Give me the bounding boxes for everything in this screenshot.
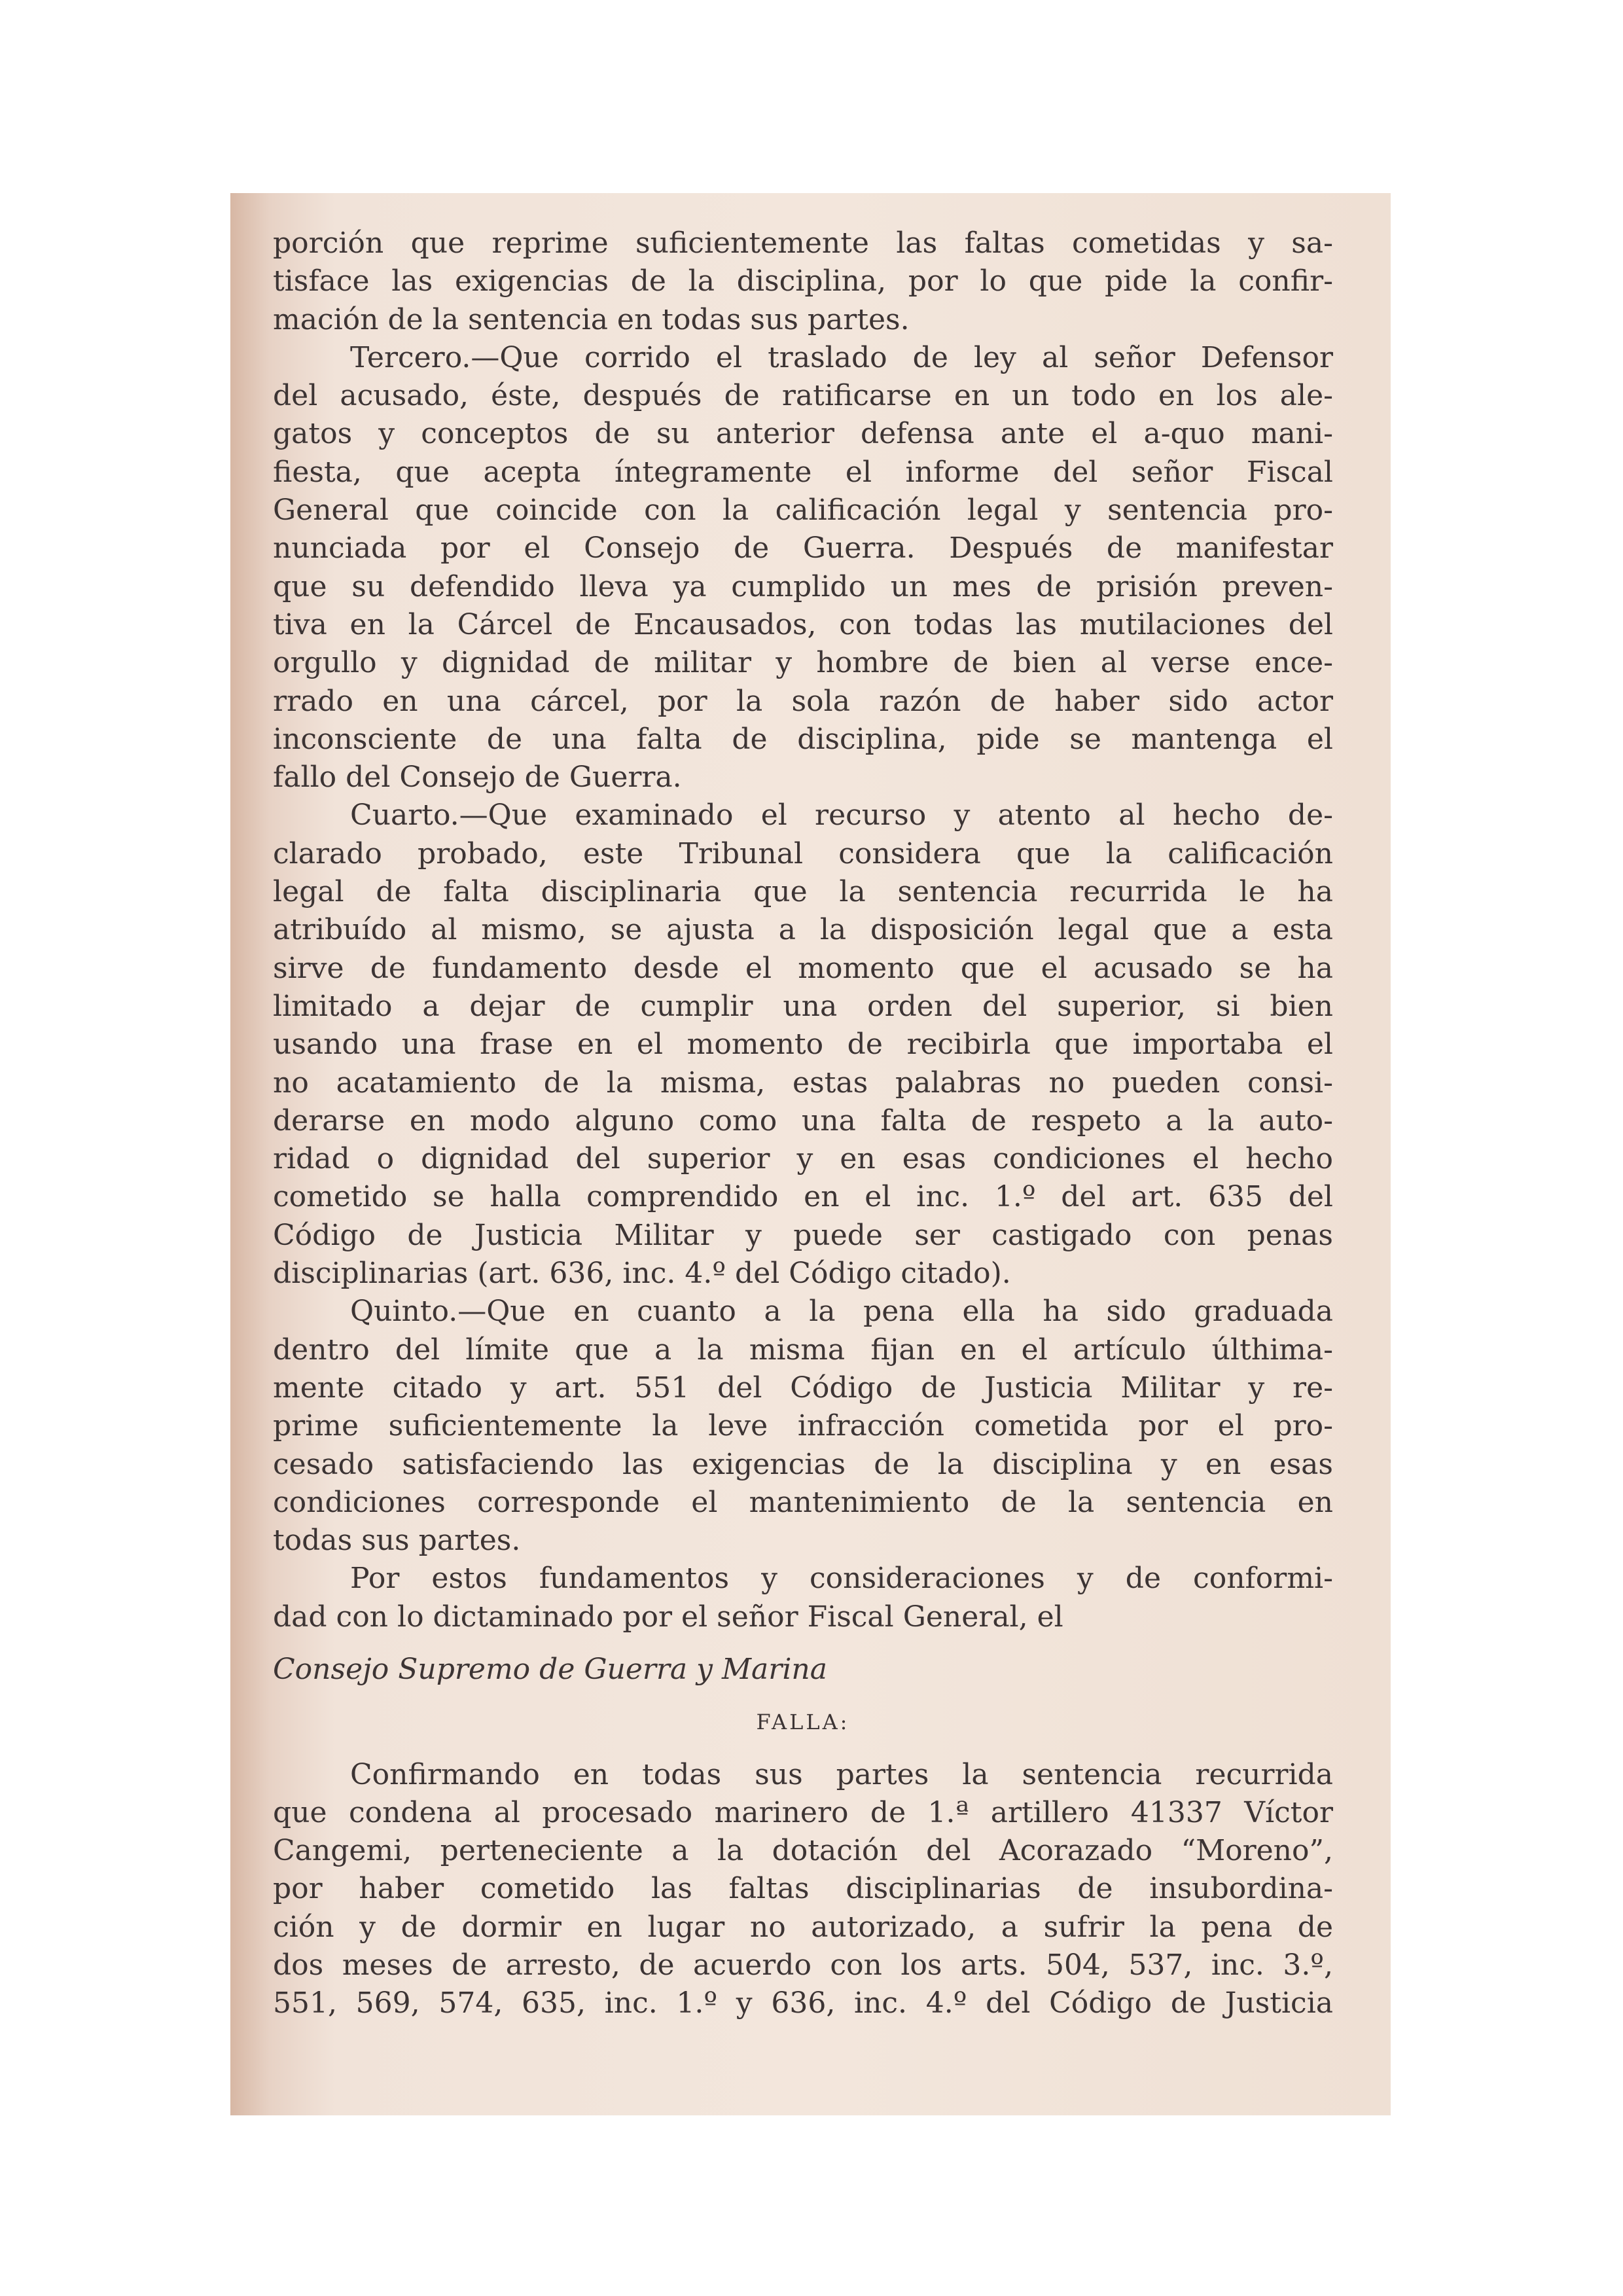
- text-line: cometido se halla comprendido en el inc. 1.º del art. 635 del: [273, 1180, 1333, 1214]
- text-line: Confirmando en todas sus partes la sentencia recurrida: [350, 1757, 1333, 1791]
- text-line: ridad o dignidad del superior y en esas condiciones el hecho: [273, 1142, 1333, 1176]
- text-line: cesado satisfaciendo las exigencias de la disciplina y en esas: [273, 1447, 1333, 1481]
- text-line: que condena al procesado marinero de 1.ª artillero 41337 Víctor: [273, 1795, 1333, 1829]
- text-line: no acatamiento de la misma, estas palabras no pueden consi-: [273, 1066, 1333, 1100]
- text-line: dad con lo dictaminado por el señor Fiscal General, el: [273, 1600, 1063, 1634]
- text-line: disciplinarias (art. 636, inc. 4.º del Código citado).: [273, 1257, 1011, 1291]
- text-line: Código de Justicia Militar y puede ser castigado con penas: [273, 1218, 1333, 1252]
- text-line: 551, 569, 574, 635, inc. 1.º y 636, inc. 4.º del Código de Justicia: [273, 1986, 1333, 2020]
- text-line: tisface las exigencias de la disciplina, por lo que pide la confir-: [273, 264, 1333, 298]
- paragraph-5: [273, 1560, 1333, 1636]
- text-line: dentro del límite que a la misma fijan en el artículo últhima-: [273, 1333, 1333, 1367]
- text-line: General que coincide con la calificación legal y sentencia pro-: [273, 493, 1333, 528]
- text-line: legal de falta disciplinaria que la sentencia recurrida le ha: [273, 875, 1333, 909]
- paragraph-4: [273, 1293, 1333, 1560]
- paragraph-3: [273, 797, 1333, 1293]
- paragraph-2: [273, 339, 1333, 797]
- verdict-heading: FALLA:: [756, 1710, 850, 1735]
- document-body: [273, 224, 1333, 2023]
- text-line: derarse en modo alguno como una falta de respeto a la auto-: [273, 1103, 1333, 1138]
- text-line: mente citado y art. 551 del Código de Justicia Militar y re-: [273, 1371, 1333, 1405]
- text-line: clarado probado, este Tribunal considera que la calificación: [273, 836, 1333, 870]
- text-line: atribuído al mismo, se ajusta a la disposición legal que a esta: [273, 913, 1333, 947]
- scanned-page: [230, 193, 1391, 2115]
- text-line: porción que reprime suficientemente las faltas cometidas y sa-: [273, 226, 1333, 260]
- court-name: Consejo Supremo de Guerra y Marina: [273, 1652, 827, 1686]
- text-line: usando una frase en el momento de recibirla que importaba el: [273, 1028, 1333, 1062]
- text-line: orgullo y dignidad de militar y hombre de bien al verse ence-: [273, 646, 1333, 680]
- text-line: del acusado, éste, después de ratificarse en un todo en los ale-: [273, 379, 1333, 413]
- text-line: sirve de fundamento desde el momento que el acusado se ha: [273, 951, 1333, 985]
- text-line: que su defendido lleva ya cumplido un mes de prisión preven-: [273, 569, 1333, 603]
- text-line: Quinto.—Que en cuanto a la pena ella ha sido graduada: [350, 1295, 1333, 1329]
- text-line: tiva en la Cárcel de Encausados, con todas las mutilaciones del: [273, 607, 1333, 641]
- text-line: Tercero.—Que corrido el traslado de ley al señor Defensor: [350, 340, 1333, 374]
- text-line: condiciones corresponde el mantenimiento de la sentencia en: [273, 1485, 1333, 1519]
- text-line: fallo del Consejo de Guerra.: [273, 761, 682, 795]
- text-line: rrado en una cárcel, por la sola razón de haber sido actor: [273, 684, 1333, 718]
- text-line: gatos y conceptos de su anterior defensa ante el a-quo mani-: [273, 417, 1333, 451]
- paragraph-1: [273, 224, 1333, 339]
- text-line: fiesta, que acepta íntegramente el informe del señor Fiscal: [273, 455, 1333, 489]
- text-line: inconsciente de una falta de disciplina, pide se mantenga el: [273, 722, 1333, 756]
- text-line: por haber cometido las faltas disciplinarias de insubordina-: [273, 1872, 1333, 1906]
- text-line: prime suficientemente la leve infracción cometida por el pro-: [273, 1409, 1333, 1443]
- text-line: mación de la sentencia en todas sus partes.: [273, 302, 910, 336]
- text-line: todas sus partes.: [273, 1524, 521, 1558]
- text-line: limitado a dejar de cumplir una orden del superior, si bien: [273, 989, 1333, 1023]
- text-line: Cangemi, perteneciente a la dotación del Acorazado “Moreno”,: [273, 1834, 1333, 1868]
- text-line: dos meses de arresto, de acuerdo con los arts. 504, 537, inc. 3.º,: [273, 1948, 1333, 1982]
- text-line: ción y de dormir en lugar no autorizado, a sufrir la pena de: [273, 1910, 1333, 1944]
- text-line: Cuarto.—Que examinado el recurso y atento al hecho de-: [350, 798, 1333, 833]
- text-line: Por estos fundamentos y consideraciones y de conformi-: [350, 1562, 1333, 1596]
- text-line: nunciada por el Consejo de Guerra. Después de manifestar: [273, 531, 1333, 565]
- paragraph-6: [273, 1756, 1333, 2023]
